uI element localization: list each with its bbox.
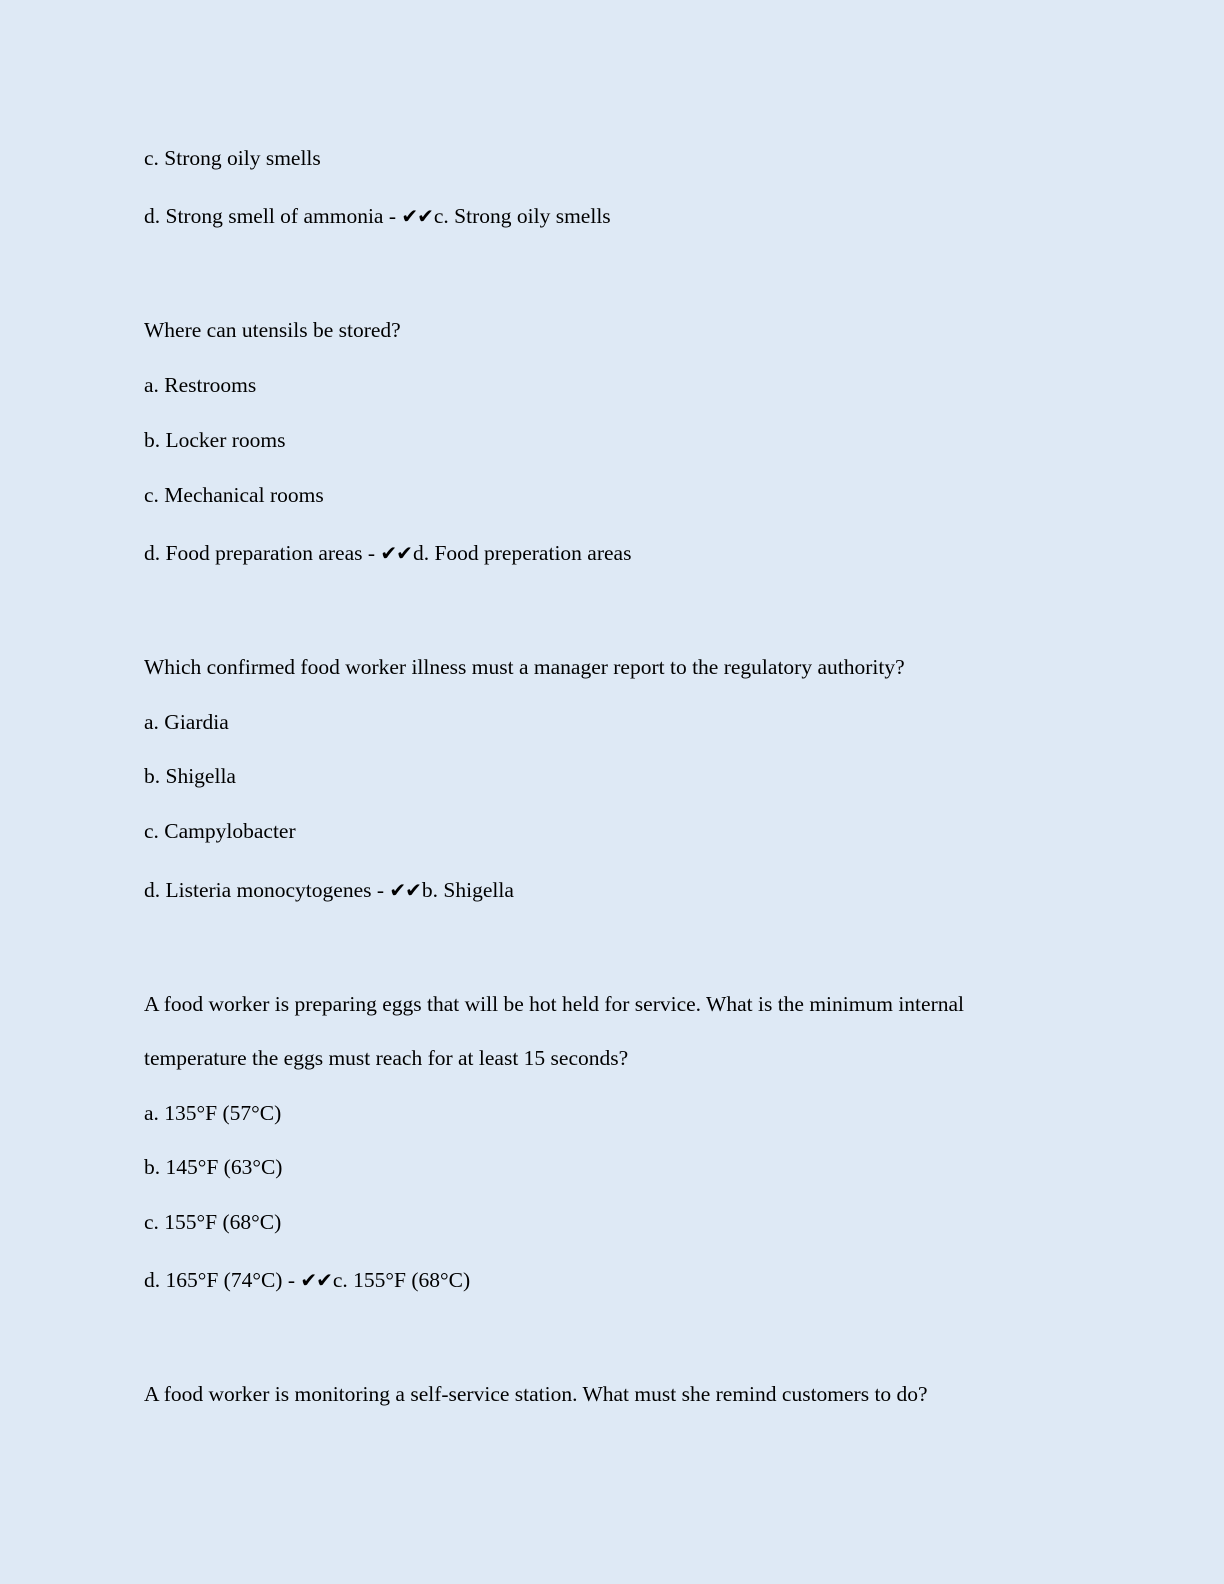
double-check-icon: ✔✔ — [300, 1268, 332, 1292]
option-text: d. Listeria monocytogenes - — [144, 878, 390, 902]
answer-line — [144, 1266, 470, 1294]
option-text: d. 165°F (74°C) - — [144, 1268, 301, 1292]
correct-answer: d. Food preperation areas — [412, 541, 632, 565]
option-text: c. Mechanical rooms — [144, 483, 324, 507]
option-text: b. Locker rooms — [144, 428, 286, 452]
correct-answer: c. 155°F (68°C) — [332, 1268, 471, 1292]
option-text: c. Campylobacter — [144, 819, 296, 843]
option-text: d. Strong smell of ammonia - — [144, 204, 402, 228]
option-text: d. Food preparation areas - — [144, 541, 381, 565]
answer-line — [144, 539, 631, 567]
question-text: A food worker is monitoring a self-service station. What must she remind customers to do? — [144, 1382, 928, 1406]
double-check-icon: ✔✔ — [389, 878, 421, 902]
option-text: a. Restrooms — [144, 373, 257, 397]
correct-answer: c. Strong oily smells — [433, 204, 611, 228]
correct-answer: b. Shigella — [421, 878, 514, 902]
option-text: c. Strong oily smells — [144, 146, 321, 170]
option-text: a. 135°F (57°C) — [144, 1101, 282, 1125]
double-check-icon: ✔✔ — [380, 541, 412, 565]
question-text: A food worker is preparing eggs that will be hot held for service. What is the minimum internal — [144, 992, 964, 1016]
question-text: temperature the eggs must reach for at least 15 seconds? — [144, 1046, 629, 1070]
answer-line — [144, 202, 611, 230]
option-text: a. Giardia — [144, 710, 229, 734]
double-check-icon: ✔✔ — [401, 204, 433, 228]
question-text: Which confirmed food worker illness must a manager report to the regulatory authority? — [144, 655, 905, 679]
answer-line — [144, 876, 514, 904]
option-text: c. 155°F (68°C) — [144, 1210, 282, 1234]
option-text: b. 145°F (63°C) — [144, 1155, 283, 1179]
option-text: b. Shigella — [144, 764, 236, 788]
question-text: Where can utensils be stored? — [144, 318, 401, 342]
